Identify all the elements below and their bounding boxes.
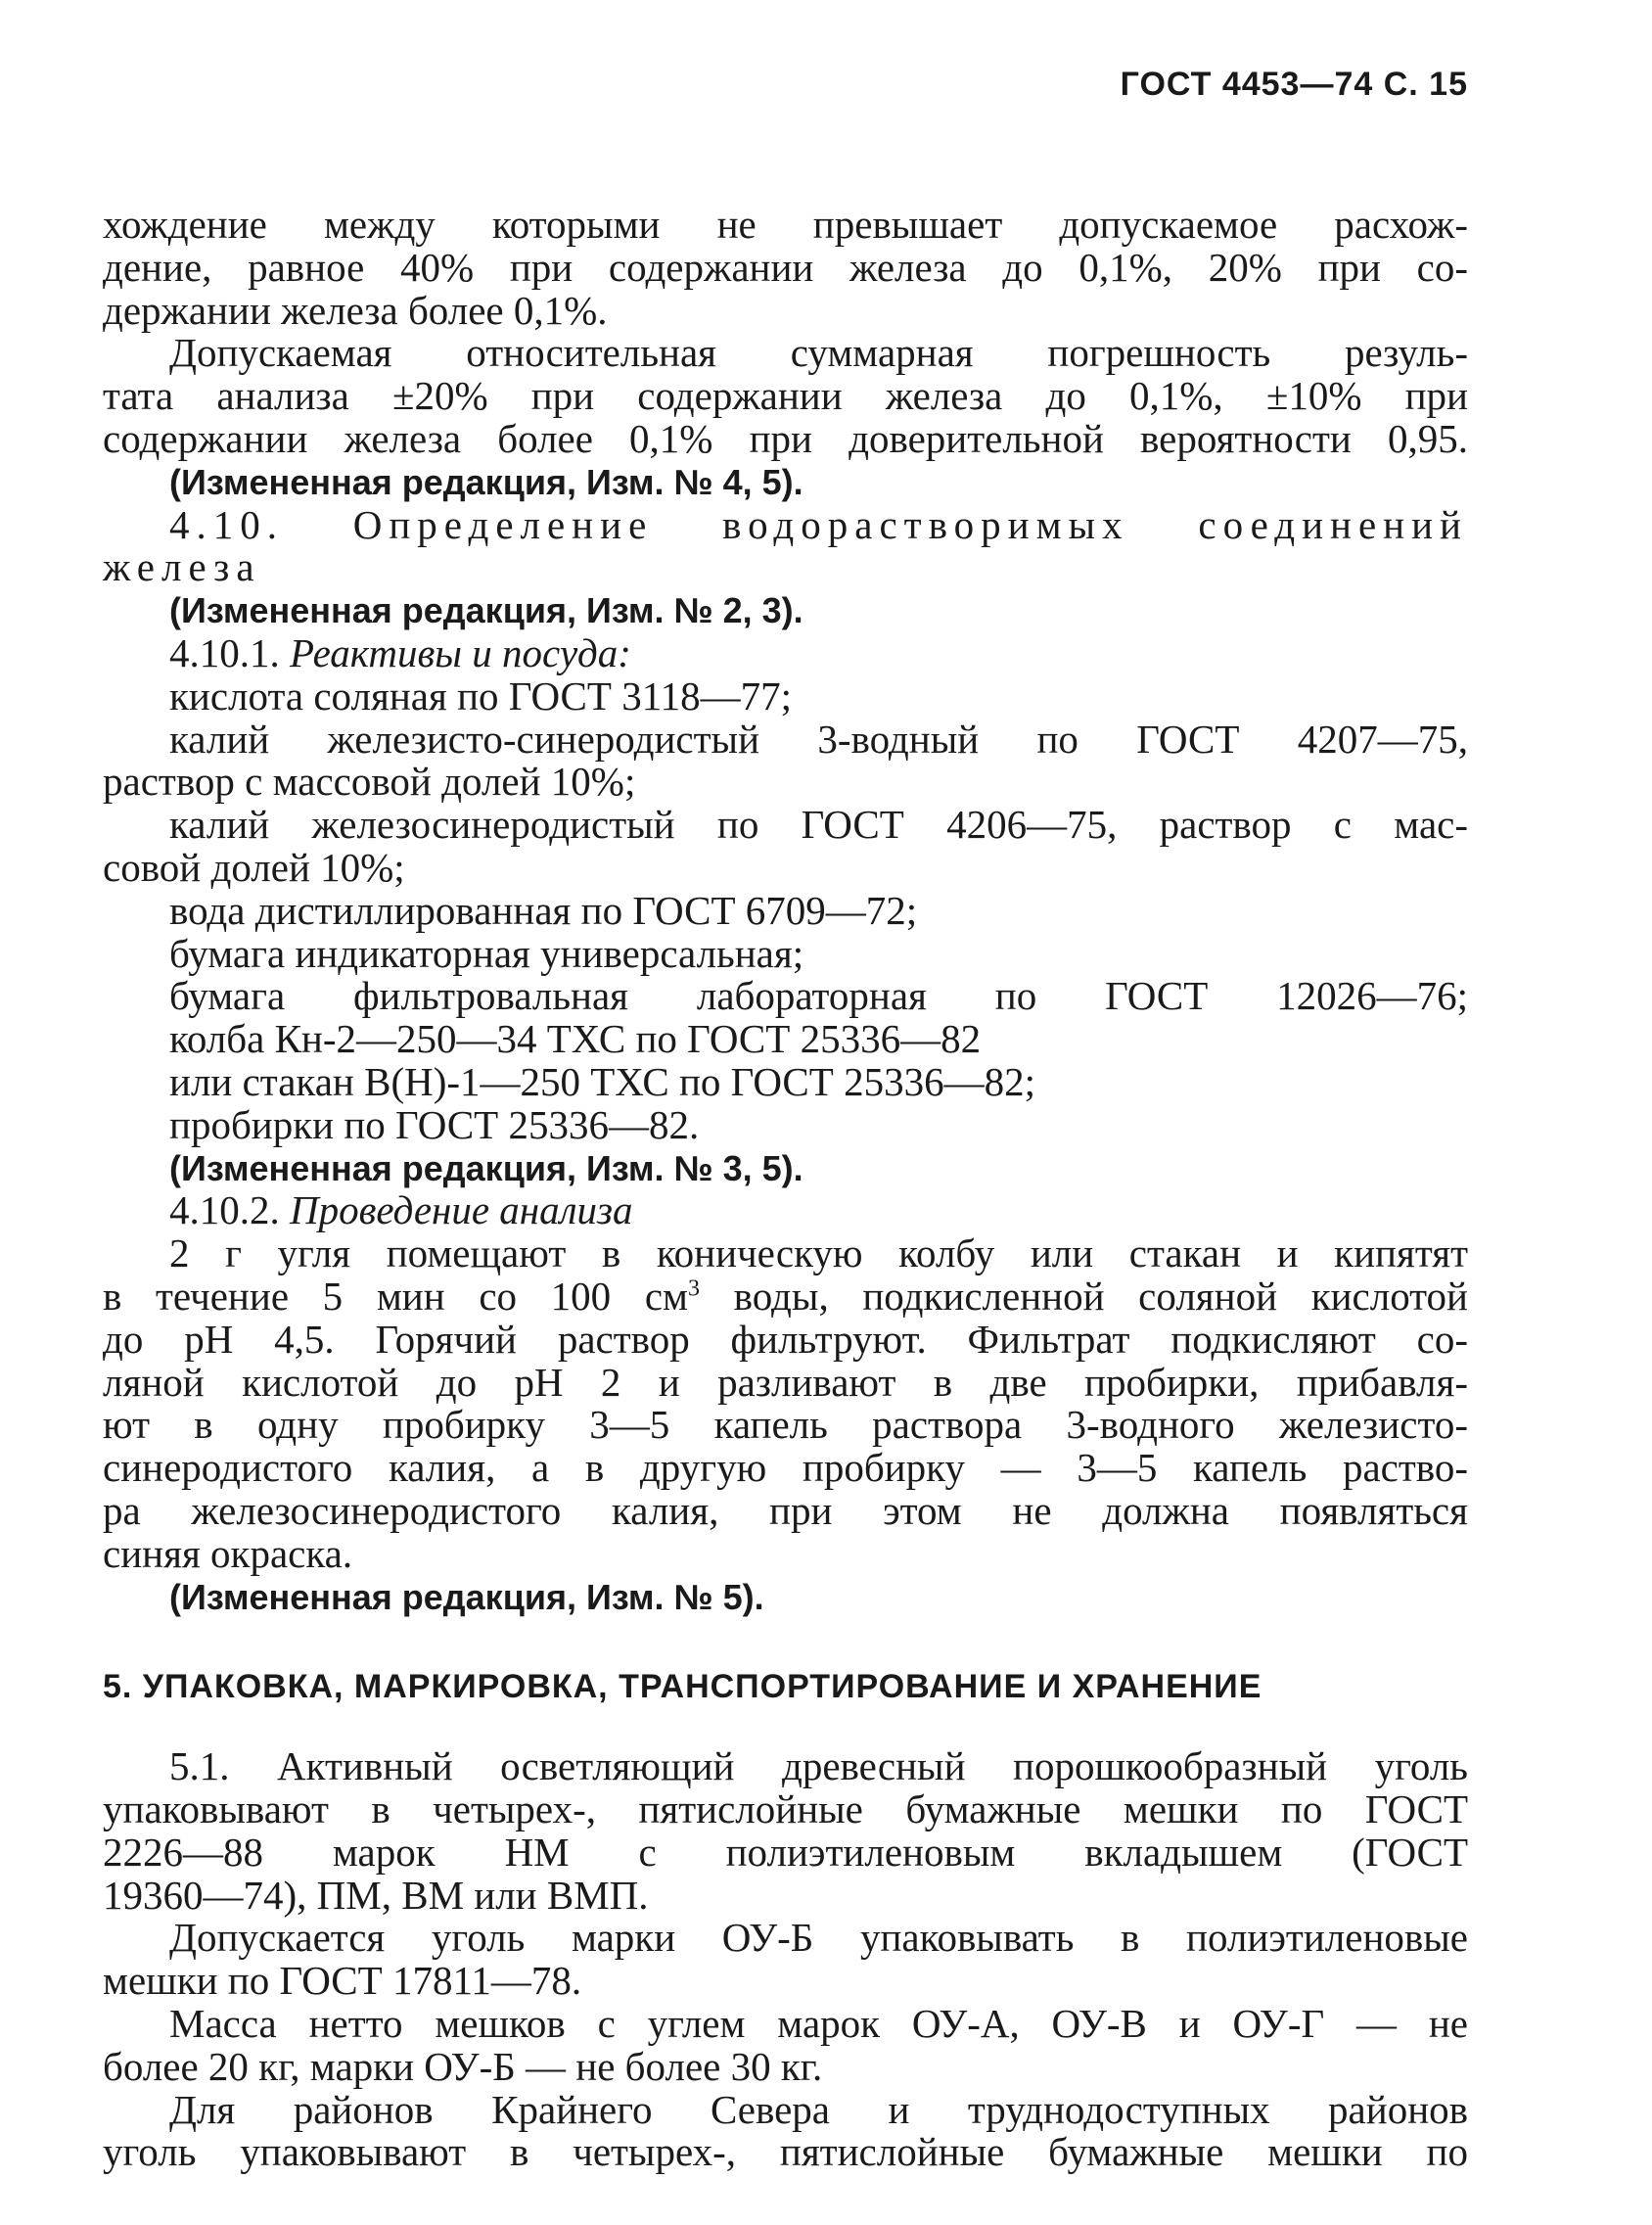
text-line: Допускается уголь марки ОУ-Б упаковывать в полиэтиленовые	[169, 1915, 1468, 1961]
subsection-title: Реактивы и посуда:	[290, 629, 631, 675]
list-item: или стакан В(Н)-1—250 ТХС по ГОСТ 25336—82;	[169, 1058, 1035, 1104]
text-line: 19360—74), ПМ, ВМ или ВМП.	[103, 1872, 649, 1918]
text-line: мешки по ГОСТ 17811—78.	[103, 1958, 582, 2004]
text-line: синеродистого калия, а в другую пробирку — 3—5 капель раство-	[103, 1445, 1468, 1491]
text-line: 2226—88 марок НМ с полиэтиленовым вкладышем (ГОСТ	[103, 1829, 1468, 1875]
text-line: Масса нетто мешков с углем марок ОУ-А, ОУ-В и ОУ-Г — не	[169, 2001, 1468, 2047]
list-item: вода дистиллированная по ГОСТ 6709—72;	[169, 887, 918, 933]
amendment-note: (Измененная редакция, Изм. № 5).	[169, 1576, 764, 1617]
text-line: более 20 кг, марки ОУ-Б — не более 30 кг.	[103, 2043, 823, 2089]
list-item: пробирки по ГОСТ 25336—82.	[169, 1101, 700, 1147]
text-line: синяя окраска.	[103, 1530, 353, 1576]
subsection-number: 4.10.1.	[169, 629, 280, 675]
text-line: содержании железа более 0,1% при доверительной вероятности 0,95.	[103, 415, 1468, 461]
text-line: дение, равное 40% при содержании железа до 0,1%, 20% при со-	[103, 244, 1468, 290]
section-heading-4-10-cont: железа	[103, 544, 261, 590]
document-page	[103, 57, 1468, 2174]
text-line: держании железа более 0,1%.	[103, 287, 608, 333]
subsection-number: 4.10.2.	[169, 1187, 280, 1233]
text-line: Для районов Крайнего Севера и труднодоступных районов	[169, 2086, 1468, 2132]
subsection-heading-4-10-2	[103, 1189, 1468, 1232]
text-line: Допускаемая относительная суммарная погрешность резуль-	[169, 330, 1468, 376]
text-line: упаковывают в четырех-, пятислойные бумажные мешки по ГОСТ	[103, 1786, 1468, 1832]
subsection-title: Проведение анализа	[290, 1187, 633, 1233]
section-5-title: 5. УПАКОВКА, МАРКИРОВКА, ТРАНСПОРТИРОВАНИЕ И ХРАНЕНИЕ	[103, 1668, 1262, 1706]
page-header: ГОСТ 4453—74 С. 15	[1120, 66, 1468, 103]
text-line	[103, 1275, 1468, 1319]
text-line: 5.1. Активный осветляющий древесный порошкообразный уголь	[169, 1743, 1468, 1789]
list-item-cont: совой долей 10%;	[103, 844, 405, 890]
text-line: уголь упаковывают в четырех-, пятислойные бумажные мешки по	[103, 2129, 1468, 2175]
text-line: ют в одну пробирку 3—5 капель раствора 3-водного железисто-	[103, 1402, 1468, 1448]
superscript: 3	[687, 1275, 700, 1302]
amendment-note: (Измененная редакция, Изм. № 4, 5).	[169, 461, 803, 502]
amendment-note: (Измененная редакция, Изм. № 3, 5).	[169, 1147, 803, 1188]
list-item: бумага индикаторная универсальная;	[169, 930, 804, 976]
text-line: хождение между которыми не превышает допускаемое расхож-	[103, 202, 1468, 247]
section-heading-4-10: 4.10. Определение водорастворимых соединений	[169, 501, 1468, 547]
list-item: калий железосинеродистый по ГОСТ 4206—75, раствор с мас-	[169, 802, 1468, 848]
list-item: колба Кн-2—250—34 ТХС по ГОСТ 25336—82	[169, 1016, 982, 1062]
list-item-cont: раствор с массовой долей 10%;	[103, 759, 636, 805]
text-line: до рН 4,5. Горячий раствор фильтруют. Фильтрат подкисляют со-	[103, 1316, 1468, 1362]
list-item: кислота соляная по ГОСТ 3118—77;	[169, 672, 793, 718]
list-item: бумага фильтровальная лабораторная по ГОСТ 12026—76;	[169, 973, 1468, 1019]
text-fragment: в течение 5 мин со 100 см	[103, 1273, 688, 1319]
text-line: тата анализа ±20% при содержании железа до 0,1%, ±10% при	[103, 373, 1468, 419]
text-fragment: воды, подкисленной соляной кислотой	[699, 1273, 1468, 1319]
text-line: 2 г угля помещают в коническую колбу или стакан и кипятят	[169, 1230, 1468, 1276]
text-line: ра железосинеродистого калия, при этом не должна появляться	[103, 1487, 1468, 1533]
amendment-note: (Измененная редакция, Изм. № 2, 3).	[169, 590, 803, 631]
subsection-heading-4-10-1	[103, 629, 1468, 675]
list-item: калий железисто-синеродистый 3-водный по ГОСТ 4207—75,	[169, 716, 1468, 762]
text-line: ляной кислотой до рН 2 и разливают в две пробирки, прибавля-	[103, 1359, 1468, 1405]
